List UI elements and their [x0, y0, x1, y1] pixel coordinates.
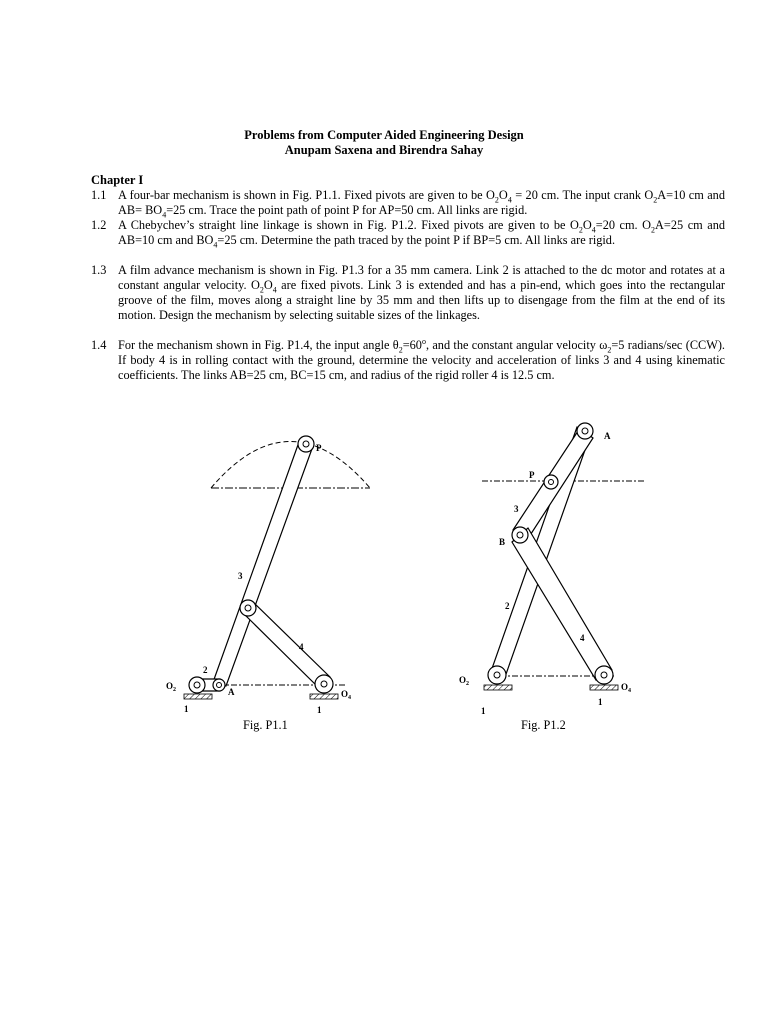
- subscript: 4: [507, 195, 512, 205]
- subscript: 2: [651, 225, 656, 235]
- label-link-2: 2: [505, 601, 510, 611]
- problem-1-2: [91, 218, 725, 248]
- subscript: 4: [591, 225, 596, 235]
- label-p: P: [316, 443, 322, 453]
- problem-text: A four-bar mechanism is shown in Fig. P1.1. Fixed pivots are given to be $O_2O_4 = 20$ cm. The input crank $O_2A=10$ cm and $AB= BO_4=25$ cm. Trace the point path of point P for AP=50 cm. All links are rigid.: [118, 188, 725, 220]
- subscript: 2: [398, 345, 403, 355]
- label-link-3: 3: [514, 504, 519, 514]
- subscript: 2: [578, 225, 583, 235]
- label-o2: $O_2$: [459, 675, 470, 687]
- label-ground-right: 1: [317, 705, 322, 715]
- problem-text: A Chebychev’s straight line linkage is shown in Fig. P1.2. Fixed pivots are given to be $O_2O_4=20$ cm. $O_2A=25$ cm and AB=10 cm and $BO_4=25$ cm. Determine the path traced by the point P if BP=5 cm. All links are rigid.: [118, 218, 726, 250]
- figure-p1-2: [450, 412, 670, 722]
- subscript: 4: [162, 210, 167, 220]
- label-b: B: [499, 537, 506, 547]
- label-link-4: 4: [299, 642, 304, 652]
- chapter-heading: Chapter I: [91, 173, 144, 187]
- label-ground-right: 1: [598, 697, 603, 707]
- problem-number: 1.2: [91, 218, 107, 232]
- label-o4: $O_4$: [341, 689, 352, 701]
- label-a: A: [604, 431, 611, 441]
- label-ground-left: 1: [184, 704, 189, 714]
- label-a: A: [228, 687, 235, 697]
- ground-o2-hatch: [184, 694, 212, 699]
- problem-1-1: [91, 188, 725, 218]
- problem-text: For the mechanism shown in Fig. P1.4, the input angle $\theta_2=60^o$, and the constant angular velocity $\omega_2=5$ radians/sec (CCW). If body 4 is in rolling contact with the ground, determine the velocity and acceleration of links 3 and 4 using kinematic coefficients. The links AB=25 cm, BC=15 cm, and radius of the rigid roller 4 is 12.5 cm.: [118, 336, 725, 382]
- document-title: Problems from Computer Aided Engineering Design: [244, 128, 524, 142]
- label-p: P: [529, 470, 535, 480]
- problem-1-4: [91, 338, 725, 383]
- chebychev-linkage-diagram: [450, 412, 670, 722]
- figure-p1-1: [160, 425, 400, 725]
- subscript: 2: [494, 195, 499, 205]
- subscript: 4: [213, 240, 218, 250]
- ground-o2-hatch: [484, 685, 512, 690]
- subscript: 2: [259, 285, 264, 295]
- problem-text: A film advance mechanism is shown in Fig. P1.3 for a 35 mm camera. Link 2 is attached to the dc motor and rotates at a constant angular velocity. $O_2O_4$ are fixed pivots. Link 3 is extended and has a pin-end, which goes into the rectangular groove of the film, moves along a straight line by 35 mm and then lifts up to disengage from the film at the end of its motion. Design the mechanism by selecting suitable sizes of the linkages.: [118, 263, 725, 322]
- problem-1-3: [91, 263, 725, 323]
- link-4: [243, 602, 330, 689]
- figure-caption: Fig. P1.2: [521, 718, 566, 732]
- label-o4: $O_4$: [621, 682, 632, 694]
- ground-o4-hatch: [590, 685, 618, 690]
- label-link-4: 4: [580, 633, 585, 643]
- label-link-3: 3: [238, 571, 243, 581]
- subscript: 2: [607, 345, 612, 355]
- ground-o4-hatch: [310, 694, 338, 699]
- label-ground-left: 1: [481, 706, 486, 716]
- superscript: o: [421, 336, 426, 346]
- four-bar-mechanism-diagram: [160, 425, 400, 725]
- problem-number: 1.3: [91, 263, 107, 277]
- label-o2: $O_2$: [166, 681, 177, 693]
- subscript: 4: [272, 285, 277, 295]
- figure-caption: Fig. P1.1: [243, 718, 288, 732]
- header: [0, 128, 768, 158]
- subscript: 2: [653, 195, 658, 205]
- document-authors: Anupam Saxena and Birendra Sahay: [284, 143, 484, 157]
- label-link-2: 2: [203, 665, 208, 675]
- problem-number: 1.4: [91, 338, 107, 352]
- problem-number: 1.1: [91, 188, 107, 202]
